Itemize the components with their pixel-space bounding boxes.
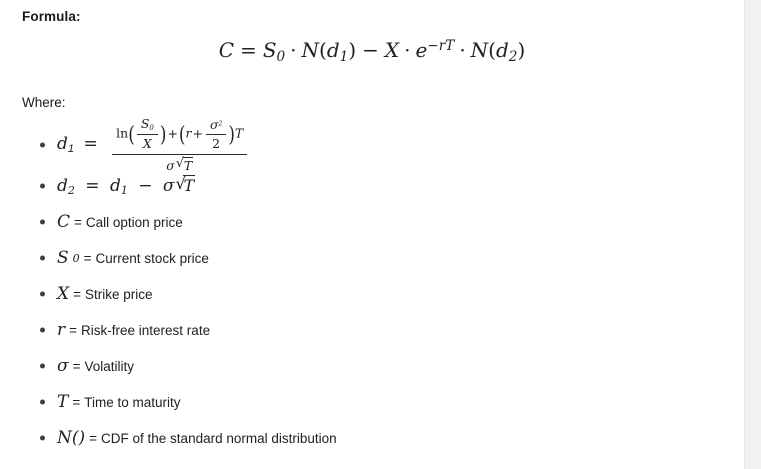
ln-operator: ln (116, 126, 129, 141)
main-formula (0, 38, 744, 65)
list-item-d1 (0, 116, 744, 173)
page-title: Formula: (22, 9, 81, 24)
definition-text-C: Call option price (85, 214, 183, 230)
symbol-T-under-sqrt-d2: T (183, 175, 195, 195)
symbol-T-num: T (234, 126, 244, 141)
symbol-S-subscript: 0 (276, 48, 286, 65)
equals-sign-sigma: = (72, 358, 81, 374)
bullet-icon (40, 220, 45, 225)
fraction-sigma-sq-over-2 (206, 118, 226, 152)
equals-sign-X: = (73, 286, 81, 302)
symbol-e: e (415, 38, 428, 62)
close-paren-r: ) (228, 121, 235, 147)
list-item-X (0, 276, 744, 312)
symbol-N: N() (57, 428, 86, 448)
definition-text-T: Time to maturity (84, 394, 181, 410)
symbol-d2-subscript: 2 (508, 48, 518, 65)
symbol-d1-ref-subscript: 1 (120, 184, 128, 198)
definition-text-r: Risk-free interest rate (81, 322, 211, 338)
fraction-S-over-X (137, 117, 158, 151)
bullet-icon (40, 436, 45, 441)
symbol-T: T (57, 392, 69, 412)
equals-sign-d1: = (83, 134, 98, 155)
symbol-C: C (218, 38, 235, 62)
list-item-S0 (0, 240, 744, 276)
symbol-X-den: X (142, 136, 152, 152)
symbol-S: S (262, 38, 277, 62)
exponent-minus-rT: −rT (427, 38, 455, 55)
open-paren-2: ( (488, 38, 496, 62)
bullet-icon (40, 400, 45, 405)
symbol-S-num: S (140, 116, 150, 132)
equals-sign-S0: = (83, 250, 92, 266)
list-item-N (0, 420, 744, 456)
fraction-d1 (112, 117, 247, 172)
definition-list (0, 116, 744, 456)
symbol-d1-ref: d (109, 175, 121, 196)
list-item-T (0, 384, 744, 420)
close-paren-2: ) (517, 38, 526, 62)
symbol-C: C (57, 212, 71, 232)
scrollbar-track[interactable] (744, 0, 761, 469)
main-formula-expression (219, 38, 526, 65)
symbol-S-num-subscript: 0 (149, 124, 154, 133)
symbol-X: X (384, 38, 400, 62)
open-paren-1: ( (319, 38, 327, 62)
equals-sign-N: = (89, 430, 98, 446)
plus-operator: + (167, 126, 178, 141)
equals-sign-d2: = (85, 175, 100, 196)
definition-text-X: Strike price (85, 286, 153, 302)
bullet-icon (40, 143, 45, 148)
dot-operator-2: · (404, 38, 411, 62)
bullet-icon (40, 256, 45, 261)
bullet-icon (40, 292, 45, 297)
symbol-d-2: d (495, 38, 509, 62)
denominator-two: 2 (212, 136, 221, 151)
list-item-r (0, 312, 744, 348)
symbol-T-under-sqrt: T (183, 157, 193, 173)
definition-d2-expression (57, 175, 195, 197)
equals-sign-T: = (72, 394, 81, 410)
symbol-sigma: σ (57, 356, 69, 376)
close-paren-ln: ) (159, 121, 167, 147)
definition-text-sigma: Volatility (84, 358, 135, 374)
symbol-d: d (57, 175, 68, 196)
definition-text-S0: Current stock price (95, 250, 209, 266)
symbol-N-2: N (470, 38, 489, 62)
dot-operator-1: · (290, 38, 297, 62)
symbol-S0-subscript: 0 (72, 251, 80, 265)
minus-operator: − (362, 38, 379, 62)
list-item-C (0, 204, 744, 240)
symbol-d1-subscript: 1 (339, 48, 349, 65)
definition-text-N: CDF of the standard normal distribution (101, 430, 337, 446)
sqrt-icon (176, 175, 196, 195)
symbol-S0: S (57, 248, 69, 268)
open-paren-ln: ( (128, 121, 135, 147)
equals-sign-C: = (74, 214, 82, 230)
symbol-N-1: N (301, 38, 320, 62)
equals-sign: = (240, 38, 257, 62)
close-paren-1: ) (348, 38, 357, 62)
symbol-sigma: σ (209, 116, 219, 132)
equals-sign-r: = (69, 322, 78, 338)
plus-operator-2: + (192, 126, 203, 141)
symbol-r: r (185, 126, 192, 141)
dot-operator-3: · (459, 38, 466, 62)
list-item-d2 (0, 168, 744, 204)
symbol-d: d (57, 134, 68, 155)
symbol-d-subscript: 2 (67, 184, 75, 198)
symbol-d-1: d (326, 38, 340, 62)
symbol-sigma-den: σ (166, 157, 175, 173)
symbol-X: X (57, 284, 70, 304)
symbol-d-subscript: 1 (67, 143, 75, 156)
where-label: Where: (22, 95, 66, 110)
bullet-icon (40, 328, 45, 333)
bullet-icon (40, 364, 45, 369)
symbol-r: r (57, 320, 66, 340)
bullet-icon (40, 184, 45, 189)
fraction-numerator (112, 117, 247, 154)
sigma-exponent: 2 (218, 120, 223, 128)
definition-d1-expression (57, 117, 247, 172)
symbol-sigma-d2: σ (162, 175, 175, 196)
open-paren-r: ( (178, 121, 186, 147)
list-item-sigma (0, 348, 744, 384)
minus-operator-d2: − (138, 175, 153, 196)
